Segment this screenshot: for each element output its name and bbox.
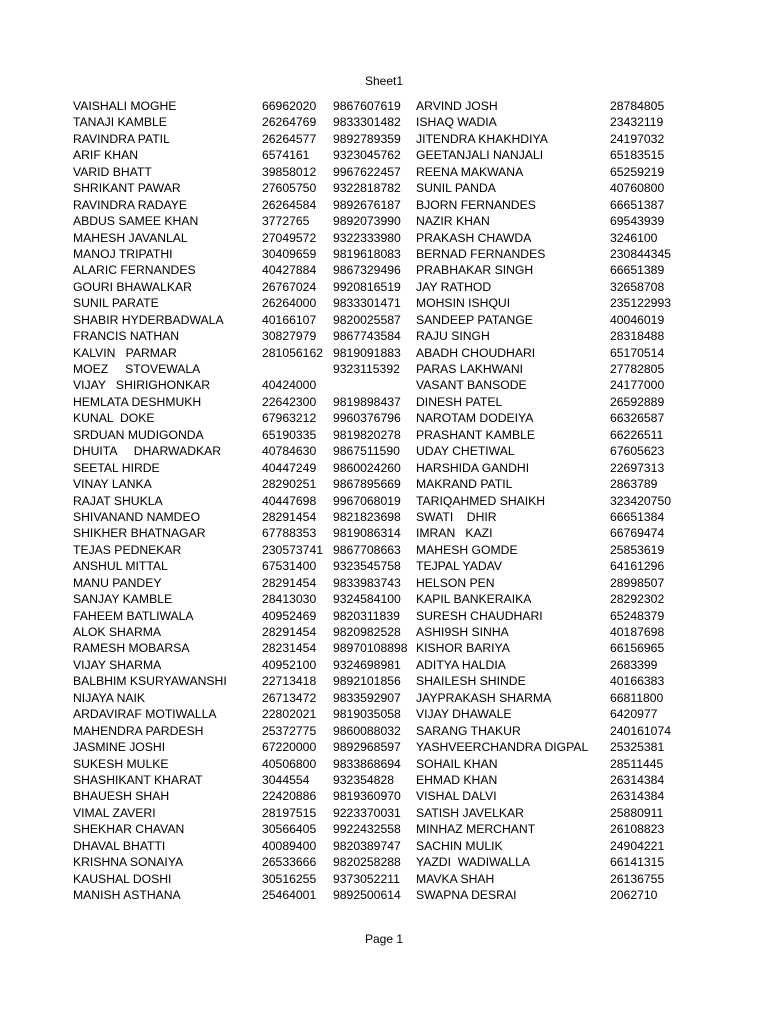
name-cell: SURESH CHAUDHARI [416, 608, 543, 623]
name-cell: BHAUESH SHAH [73, 789, 170, 804]
table-row [73, 624, 733, 640]
mobile-cell: 9833868694 [333, 756, 401, 771]
phone-cell: 26592889 [610, 394, 665, 409]
mobile-cell: 9819086314 [333, 526, 401, 541]
table-row [73, 673, 733, 689]
table-row [73, 805, 733, 821]
phone-cell: 40424000 [262, 378, 317, 393]
phone-cell: 40447249 [262, 460, 317, 475]
mobile-cell: 9819820278 [333, 427, 401, 442]
phone-cell: 230844345 [610, 246, 672, 261]
phone-cell: 22420886 [262, 789, 317, 804]
mobile-cell: 9820389747 [333, 838, 401, 853]
phone-cell: 39858012 [262, 164, 317, 179]
phone-cell: 66811800 [610, 690, 664, 705]
name-cell: SACHIN MULIK [416, 838, 503, 853]
mobile-cell: 9324584100 [333, 592, 401, 607]
mobile-cell: 9833301482 [333, 115, 401, 130]
phone-cell: 26264000 [262, 296, 317, 311]
phone-cell: 67605623 [610, 444, 665, 459]
name-cell: RAJU SINGH [416, 329, 490, 344]
phone-cell: 67963212 [262, 411, 317, 426]
name-cell: MAKRAND PATIL [416, 477, 513, 492]
table-row [73, 180, 733, 196]
name-cell: RAVINDRA PATIL [73, 131, 170, 146]
name-cell: GEETANJALI NANJALI [416, 148, 544, 163]
mobile-cell: 9922432558 [333, 822, 401, 837]
phone-cell: 40447698 [262, 493, 317, 508]
name-cell: RAVINDRA RADAYE [73, 197, 187, 212]
phone-cell: 22642300 [262, 394, 317, 409]
phone-cell: 25372775 [262, 723, 317, 738]
table-row [73, 558, 733, 574]
table-row [73, 525, 733, 541]
mobile-cell: 9967068019 [333, 493, 401, 508]
name-cell: BJORN FERNANDES [416, 197, 536, 212]
name-cell: KUNAL DOKE [73, 411, 155, 426]
phone-cell: 28291454 [262, 509, 317, 524]
phone-cell: 235122993 [610, 296, 672, 311]
phone-cell: 64161296 [610, 559, 665, 574]
phone-cell: 66326587 [610, 411, 665, 426]
sheet-title: Sheet1 [364, 74, 404, 88]
name-cell: TEJPAL YADAV [416, 559, 503, 574]
name-cell: UDAY CHETIWAL [416, 444, 515, 459]
name-cell: GOURI BHAWALKAR [73, 279, 192, 294]
table-row [73, 591, 733, 607]
mobile-cell: 9323045762 [333, 148, 401, 163]
phone-cell: 26713472 [262, 690, 317, 705]
table-row [73, 246, 733, 262]
name-cell: HARSHIDA GANDHI [416, 460, 530, 475]
name-cell: MAHESH GOMDE [416, 542, 518, 557]
phone-cell: 66141315 [610, 855, 665, 870]
name-cell: ASHI9SH SINHA [416, 625, 509, 639]
phone-cell: 22697313 [610, 460, 665, 475]
name-cell: SWAPNA DESRAI [416, 888, 517, 902]
mobile-cell: 9860024260 [333, 460, 401, 475]
name-cell: SARANG THAKUR [416, 723, 521, 738]
name-cell: MANOJ TRIPATHI [73, 246, 173, 261]
phone-cell: 22713418 [262, 674, 317, 689]
table-row [73, 377, 733, 393]
table-row [73, 279, 733, 295]
name-cell: SANDEEP PATANGE [416, 312, 533, 327]
name-cell: KAPIL BANKERAIKA [416, 592, 532, 607]
name-cell: SHEKHAR CHAVAN [73, 822, 185, 837]
mobile-cell: 9820258288 [333, 855, 401, 870]
phone-cell: 66651384 [610, 509, 665, 524]
mobile-cell: 9820311839 [333, 608, 400, 623]
phone-cell: 40046019 [610, 312, 665, 327]
table-row [73, 756, 733, 772]
name-cell: ABADH CHOUDHARI [416, 345, 536, 360]
name-cell: TARIQAHMED SHAIKH [416, 493, 546, 508]
name-cell: SWATI DHIR [416, 509, 497, 524]
phone-cell: 2062710 [610, 888, 658, 902]
phone-cell: 67220000 [262, 740, 317, 755]
table-row [73, 871, 733, 887]
name-cell: SHIVANAND NAMDEO [73, 509, 201, 524]
table-row [73, 262, 733, 278]
name-cell: YASHVEERCHANDRA DIGPAL [416, 740, 589, 755]
mobile-cell: 9323115392 [333, 362, 400, 376]
phone-cell: 67531400 [262, 559, 317, 574]
phone-cell: 40952469 [262, 608, 317, 623]
phone-cell: 40952100 [262, 657, 317, 672]
phone-cell: 40166107 [262, 312, 317, 327]
phone-cell: 28291454 [262, 625, 317, 639]
table-row [73, 197, 733, 213]
phone-cell: 40784630 [262, 444, 317, 459]
mobile-cell: 9223370031 [333, 805, 401, 820]
mobile-cell: 9867895669 [333, 477, 401, 492]
name-cell: VIMAL ZAVERI [73, 805, 156, 820]
name-cell: RAJAT SHUKLA [73, 493, 163, 508]
phone-cell: 28291454 [262, 575, 317, 590]
mobile-cell: 9867708663 [333, 542, 401, 557]
table-row [73, 410, 733, 426]
name-cell: FAHEEM BATLIWALA [73, 608, 194, 623]
phone-cell: 67788353 [262, 526, 317, 541]
name-cell: TANAJI KAMBLE [73, 115, 167, 130]
mobile-cell: 9967622457 [333, 164, 401, 179]
name-cell: ALOK SHARMA [73, 625, 162, 639]
name-cell: RAMESH MOBARSA [73, 641, 190, 656]
phone-cell: 69543939 [610, 214, 665, 229]
table-row [73, 706, 733, 722]
mobile-cell: 9892676187 [333, 197, 401, 212]
name-cell: PRASHANT KAMBLE [416, 427, 535, 442]
mobile-cell: 9821823698 [333, 509, 401, 524]
phone-cell: 30516255 [262, 871, 317, 886]
table-row [73, 854, 733, 870]
name-cell: KALVIN PARMAR [73, 345, 177, 360]
name-cell: SANJAY KAMBLE [73, 592, 173, 607]
mobile-cell: 9324698981 [333, 657, 401, 672]
table-row [73, 509, 733, 525]
name-cell: HELSON PEN [416, 575, 495, 590]
phone-cell: 65183515 [610, 148, 665, 163]
phone-cell: 3246100 [610, 230, 658, 245]
phone-cell: 27049572 [262, 230, 317, 245]
table-row [73, 361, 733, 377]
table-row [73, 723, 733, 739]
phone-cell: 28784805 [610, 99, 665, 113]
table-row [73, 443, 733, 459]
phone-cell: 6574161 [262, 148, 310, 163]
name-cell: MINHAZ MERCHANT [416, 822, 536, 837]
phone-cell: 25880911 [610, 805, 664, 820]
phone-cell: 65170514 [610, 345, 665, 360]
phone-cell: 22802021 [262, 707, 317, 722]
name-cell: PRABHAKAR SINGH [416, 263, 534, 278]
table-row [73, 575, 733, 591]
phone-cell: 65248379 [610, 608, 665, 623]
name-cell: SUKESH MULKE [73, 756, 169, 771]
phone-cell: 2863789 [610, 477, 658, 492]
name-cell: NAROTAM DODEIYA [416, 411, 534, 426]
name-cell: KISHOR BARIYA [416, 641, 510, 656]
name-cell: ARIF KHAN [73, 148, 139, 163]
name-cell: MOHSIN ISHQUI [416, 296, 511, 311]
phone-cell: 25464001 [262, 888, 317, 902]
mobile-cell: 9892968597 [333, 740, 401, 755]
name-cell: MOEZ STOVEWALA [73, 362, 201, 376]
name-cell: BALBHIM KSURYAWANSHI [73, 674, 227, 689]
phone-cell: 26533666 [262, 855, 317, 870]
mobile-cell: 9322333980 [333, 230, 401, 245]
table-row [73, 394, 733, 410]
name-cell: VIJAY SHARMA [73, 657, 162, 672]
phone-cell: 3772765 [262, 214, 310, 229]
phone-cell: 40187698 [610, 625, 665, 639]
mobile-cell: 9867743584 [333, 329, 401, 344]
name-cell: SHAILESH SHINDE [416, 674, 526, 689]
name-cell: JAYPRAKASH SHARMA [416, 690, 552, 705]
mobile-cell: 9833983743 [333, 575, 401, 590]
phone-cell: 26314384 [610, 772, 665, 787]
name-cell: VINAY LANKA [73, 477, 152, 492]
phone-cell: 28231454 [262, 641, 317, 656]
mobile-cell: 9833301471 [333, 296, 401, 311]
name-cell: DHUITA DHARWADKAR [73, 444, 222, 459]
mobile-cell: 932354828 [333, 772, 395, 787]
name-cell: MAVKA SHAH [416, 871, 495, 886]
phone-cell: 25325381 [610, 740, 665, 755]
phone-cell: 65259219 [610, 164, 665, 179]
phone-cell: 25853619 [610, 542, 665, 557]
name-cell: VISHAL DALVI [416, 789, 497, 804]
mobile-cell: 9819898437 [333, 394, 401, 409]
name-cell: VIJAY DHAWALE [416, 707, 512, 722]
contact-table [73, 98, 733, 903]
name-cell: YAZDI WADIWALLA [416, 855, 530, 870]
phone-cell: 23432119 [610, 115, 664, 130]
phone-cell: 26264584 [262, 197, 317, 212]
name-cell: ARDAVIRAF MOTIWALLA [73, 707, 217, 722]
phone-cell: 66769474 [610, 526, 665, 541]
name-cell: ADITYA HALDIA [416, 657, 506, 672]
phone-cell: 28511445 [610, 756, 664, 771]
mobile-cell: 9860088032 [333, 723, 401, 738]
table-row [73, 493, 733, 509]
phone-cell: 66962020 [262, 99, 317, 113]
phone-cell: 27782805 [610, 362, 665, 376]
phone-cell: 40427884 [262, 263, 317, 278]
mobile-cell: 9323545758 [333, 559, 401, 574]
table-row [73, 114, 733, 130]
table-row [73, 887, 733, 903]
name-cell: HEMLATA DESHMUKH [73, 394, 202, 409]
name-cell: PRAKASH CHAWDA [416, 230, 532, 245]
name-cell: EHMAD KHAN [416, 772, 498, 787]
table-row [73, 131, 733, 147]
table-row [73, 164, 733, 180]
table-row [73, 821, 733, 837]
phone-cell: 26767024 [262, 279, 317, 294]
name-cell: SUNIL PARATE [73, 296, 159, 311]
name-cell: ANSHUL MITTAL [73, 559, 168, 574]
name-cell: SHASHIKANT KHARAT [73, 772, 203, 787]
phone-cell: 230573741 [262, 542, 324, 557]
table-row [73, 542, 733, 558]
phone-cell: 281056162 [262, 345, 324, 360]
name-cell: NIJAYA NAIK [73, 690, 146, 705]
table-row [73, 147, 733, 163]
mobile-cell: 9819091883 [333, 345, 401, 360]
phone-cell: 65190335 [262, 427, 317, 442]
mobile-cell: 9892073990 [333, 214, 401, 229]
name-cell: DINESH PATEL [416, 394, 503, 409]
phone-cell: 28413030 [262, 592, 317, 607]
table-row [73, 213, 733, 229]
phone-cell: 28292302 [610, 592, 665, 607]
name-cell: MANISH ASTHANA [73, 888, 181, 902]
phone-cell: 28197515 [262, 805, 317, 820]
mobile-cell: 9819618083 [333, 246, 401, 261]
phone-cell: 28290251 [262, 477, 317, 492]
phone-cell: 40506800 [262, 756, 317, 771]
phone-cell: 26136755 [610, 871, 665, 886]
name-cell: VAISHALI MOGHE [73, 99, 177, 113]
mobile-cell: 9867607619 [333, 99, 401, 113]
phone-cell: 323420750 [610, 493, 672, 508]
table-row [73, 657, 733, 673]
name-cell: VARID BHATT [73, 164, 152, 179]
phone-cell: 2683399 [610, 657, 658, 672]
name-cell: SHABIR HYDERBADWALA [73, 312, 224, 327]
phone-cell: 30409659 [262, 246, 317, 261]
name-cell: SEETAL HIRDE [73, 460, 160, 475]
phone-cell: 26314384 [610, 789, 665, 804]
mobile-cell: 9892500614 [333, 888, 401, 902]
name-cell: SUNIL PANDA [416, 181, 496, 196]
table-row [73, 295, 733, 311]
name-cell: SRDUAN MUDIGONDA [73, 427, 204, 442]
mobile-cell: 9819035058 [333, 707, 401, 722]
name-cell: MAHESH JAVANLAL [73, 230, 188, 245]
table-row [73, 312, 733, 328]
name-cell: MANU PANDEY [73, 575, 162, 590]
phone-cell: 28318488 [610, 329, 665, 344]
phone-cell: 30566405 [262, 822, 317, 837]
phone-cell: 240161074 [610, 723, 672, 738]
mobile-cell: 9960376796 [333, 411, 401, 426]
phone-cell: 27605750 [262, 181, 317, 196]
mobile-cell: 9867511590 [333, 444, 400, 459]
name-cell: DHAVAL BHATTI [73, 838, 166, 853]
phone-cell: 66651387 [610, 197, 665, 212]
table-row [73, 460, 733, 476]
phone-cell: 66226511 [610, 427, 664, 442]
name-cell: PARAS LAKHWANI [416, 362, 524, 376]
page-number: Page 1 [364, 932, 404, 946]
phone-cell: 40760800 [610, 181, 665, 196]
name-cell: BERNAD FERNANDES [416, 246, 546, 261]
table-row [73, 608, 733, 624]
phone-cell: 28998507 [610, 575, 665, 590]
phone-cell: 24197032 [610, 131, 665, 146]
phone-cell: 30827979 [262, 329, 317, 344]
name-cell: ALARIC FERNANDES [73, 263, 196, 278]
name-cell: JITENDRA KHAKHDIYA [416, 131, 548, 146]
name-cell: JAY RATHOD [416, 279, 492, 294]
phone-cell: 6420977 [610, 707, 658, 722]
table-row [73, 838, 733, 854]
table-row [73, 739, 733, 755]
name-cell: JASMINE JOSHI [73, 740, 166, 755]
phone-cell: 40089400 [262, 838, 317, 853]
mobile-cell: 9820025587 [333, 312, 401, 327]
table-row [73, 476, 733, 492]
name-cell: ISHAQ WADIA [416, 115, 497, 130]
name-cell: TEJAS PEDNEKAR [73, 542, 182, 557]
name-cell: KRISHNA SONAIYA [73, 855, 184, 870]
name-cell: SATISH JAVELKAR [416, 805, 524, 820]
name-cell: ABDUS SAMEE KHAN [73, 214, 199, 229]
phone-cell: 32658708 [610, 279, 665, 294]
mobile-cell: 9373052211 [333, 871, 400, 886]
table-row [73, 427, 733, 443]
name-cell: SHIKHER BHATNAGAR [73, 526, 206, 541]
phone-cell: 3044554 [262, 772, 310, 787]
mobile-cell [333, 377, 416, 393]
table-row [73, 328, 733, 344]
phone-cell: 40166383 [610, 674, 665, 689]
table-row [73, 772, 733, 788]
table-row [73, 345, 733, 361]
name-cell: REENA MAKWANA [416, 164, 524, 179]
mobile-cell: 9833592907 [333, 690, 401, 705]
mobile-cell: 9867329496 [333, 263, 401, 278]
mobile-cell: 9920816519 [333, 279, 401, 294]
table-row [73, 230, 733, 246]
mobile-cell: 9322818782 [333, 181, 401, 196]
phone-cell [262, 361, 333, 377]
name-cell: FRANCIS NATHAN [73, 329, 180, 344]
mobile-cell: 9820982528 [333, 625, 401, 639]
table-row [73, 640, 733, 656]
name-cell: ARVIND JOSH [416, 99, 498, 113]
name-cell: VIJAY SHIRIGHONKAR [73, 378, 211, 393]
phone-cell: 24904221 [610, 838, 665, 853]
name-cell: SHRIKANT PAWAR [73, 181, 181, 196]
name-cell: IMRAN KAZI [416, 526, 493, 541]
table-row [73, 788, 733, 804]
name-cell: NAZIR KHAN [416, 214, 490, 229]
mobile-cell: 9892789359 [333, 131, 401, 146]
name-cell: SOHAIL KHAN [416, 756, 498, 771]
name-cell: VASANT BANSODE [416, 378, 527, 393]
mobile-cell: 9819360970 [333, 789, 401, 804]
name-cell: KAUSHAL DOSHI [73, 871, 172, 886]
phone-cell: 66651389 [610, 263, 665, 278]
phone-cell: 26108823 [610, 822, 665, 837]
phone-cell: 26264769 [262, 115, 317, 130]
table-row [73, 690, 733, 706]
phone-cell: 66156965 [610, 641, 665, 656]
table-row [73, 98, 733, 114]
mobile-cell: 98970108898 [333, 641, 408, 656]
phone-cell: 26264577 [262, 131, 317, 146]
name-cell: MAHENDRA PARDESH [73, 723, 204, 738]
phone-cell: 24177000 [610, 378, 665, 393]
mobile-cell: 9892101856 [333, 674, 401, 689]
